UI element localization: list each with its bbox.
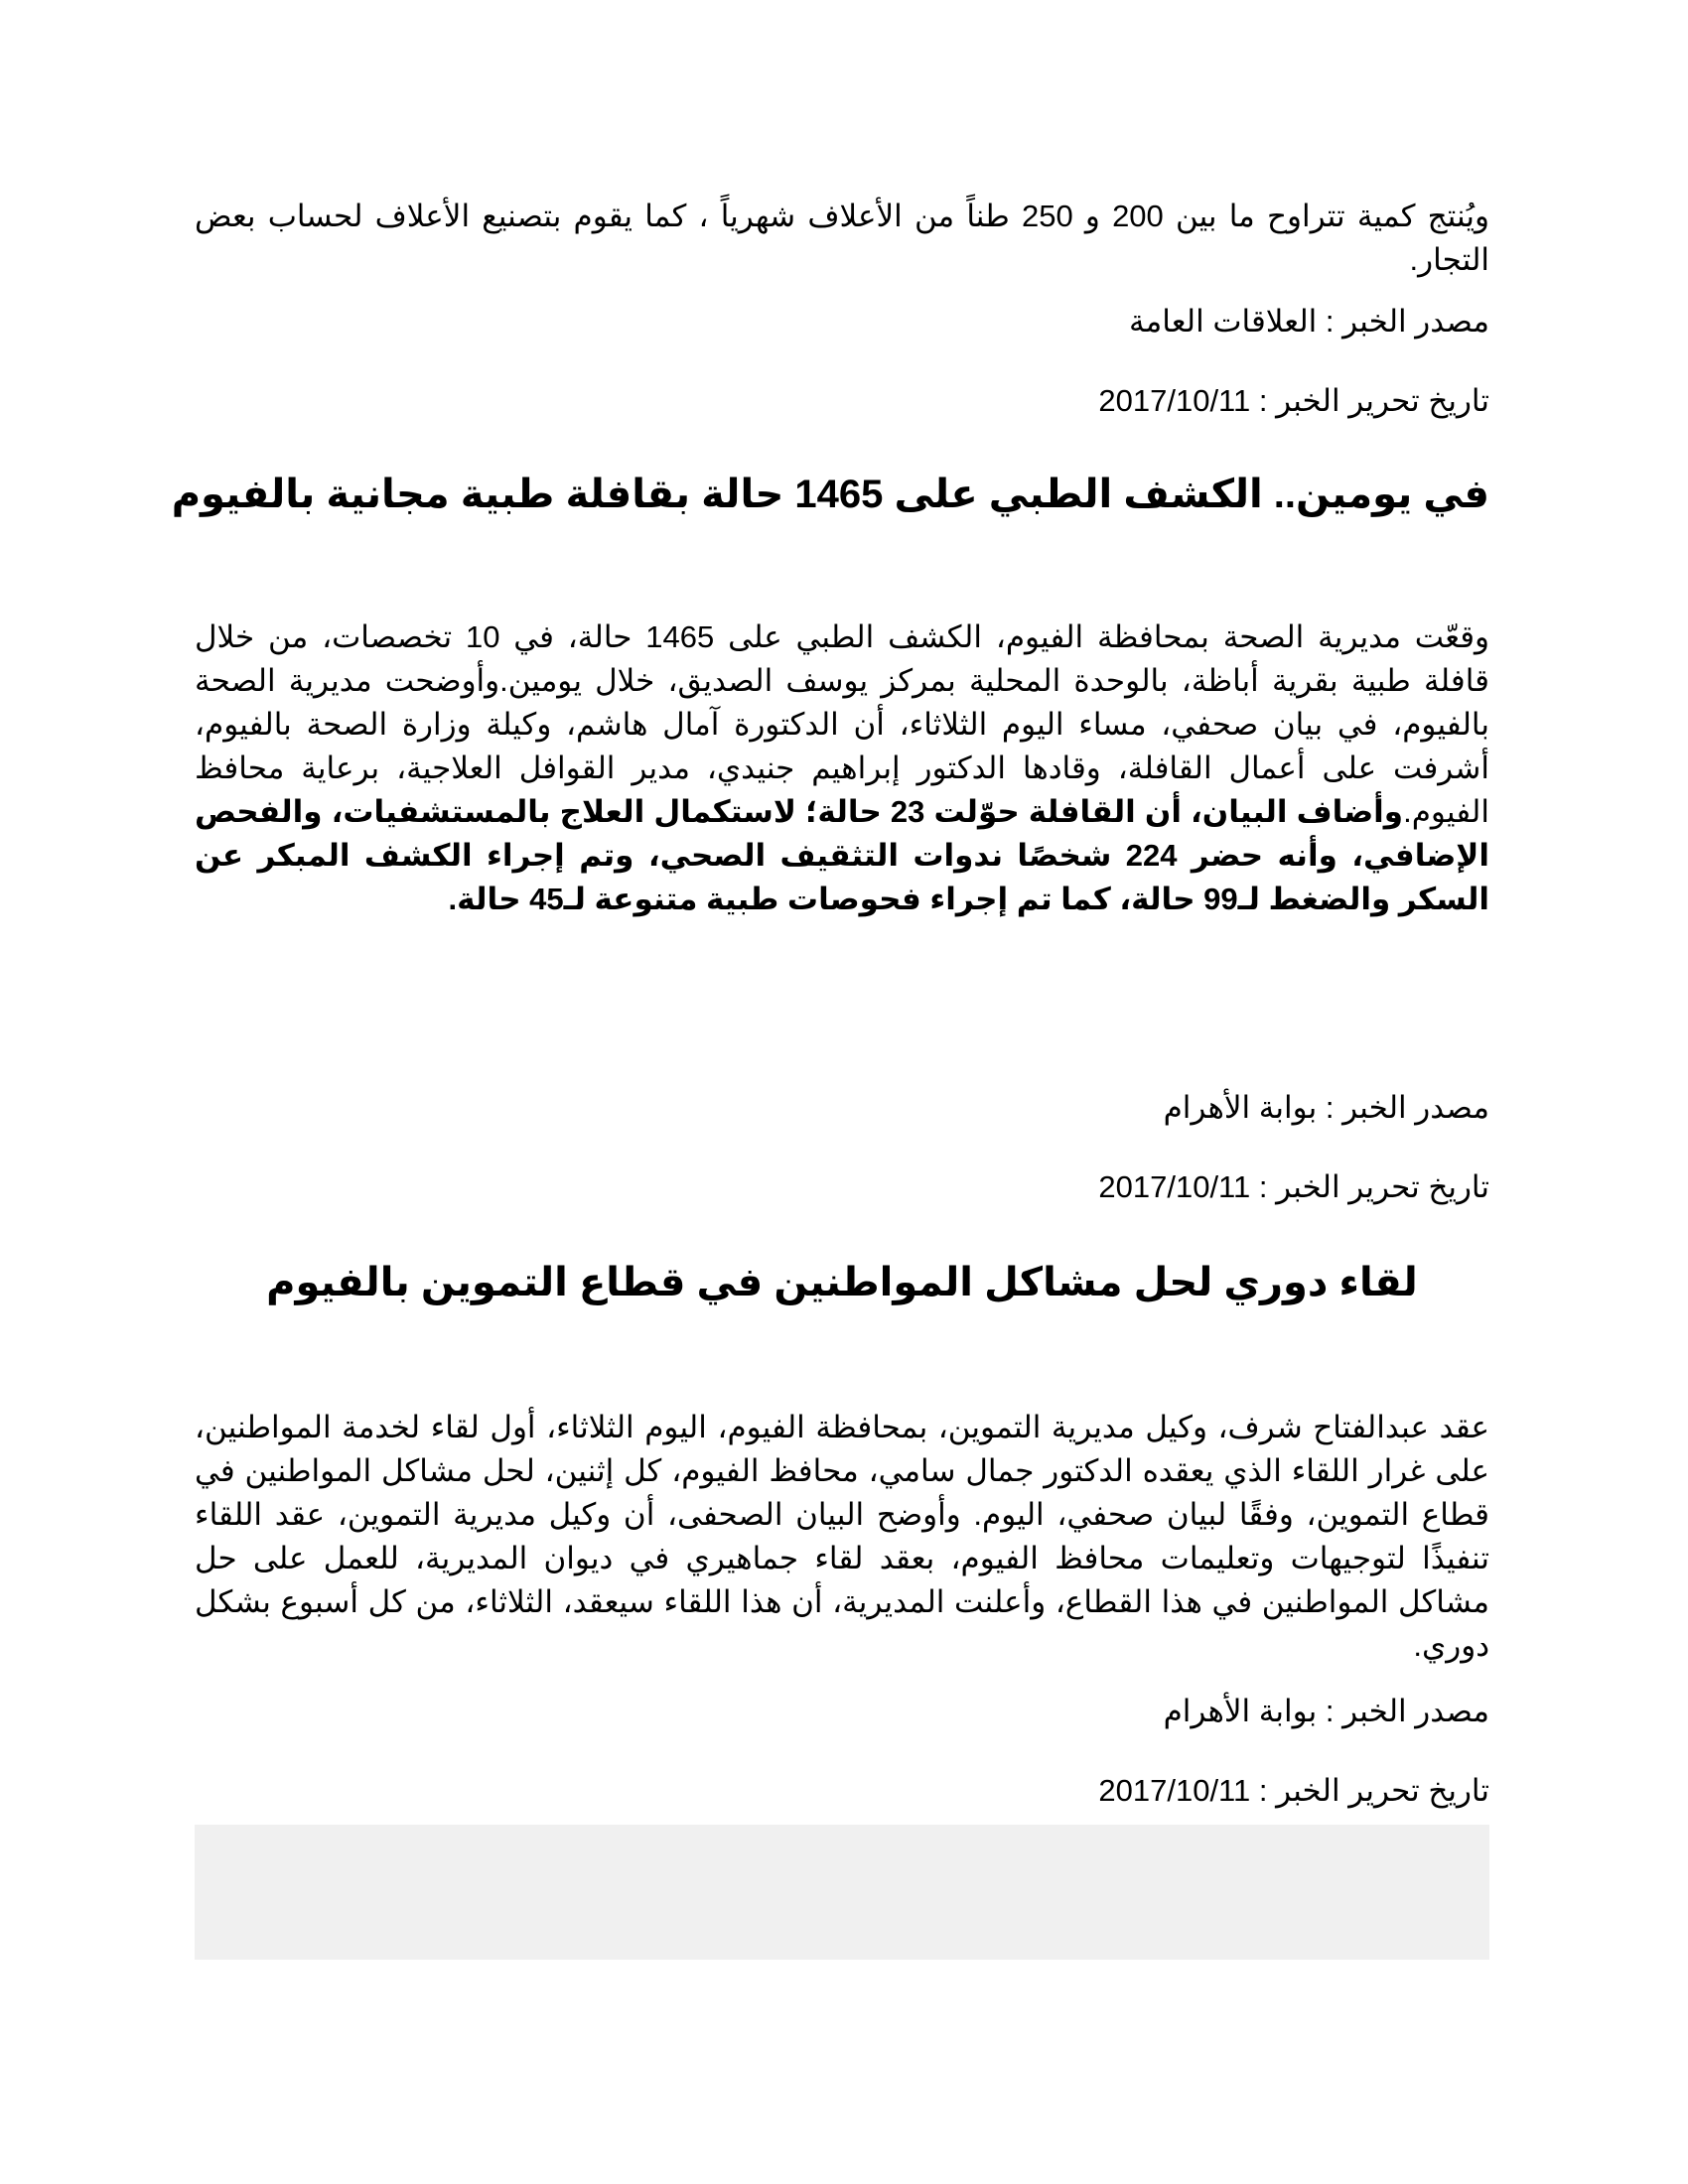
article1-date: تاريخ تحرير الخبر : 2017/10/11 bbox=[1098, 1169, 1489, 1204]
article2-body: عقد عبدالفتاح شرف، وكيل مديرية التموين، بمحافظة الفيوم، اليوم الثلاثاء، أول لقاء لخدمة المواطنين، على غرار اللقاء الذي يعقده الدكتور جمال سامي، محافظ الفيوم، كل إثنين، لحل مشاكل المواطنين في قطاع التموين، وفقًا لبيان صحفي، اليوم. وأوضح البيان الصحفى، أن وكيل مديرية التموين، عقد اللقاء تنفيذًا لتوجيهات وتعليمات محافظ الفيوم، بعقد لقاء جماهيري في ديوان المديرية، للعمل على حل مشاكل المواطنين في هذا القطاع، وأعلنت المديرية، أن هذا اللقاء سيعقد، الثلاثاء، من كل أسبوع بشكل دوري. bbox=[195, 1410, 1489, 1663]
article1-body-bold: وأضاف البيان، أن القافلة حوّلت 23 حالة؛ لاستكمال العلاج بالمستشفيات، والفحص الإضافي، وأنه حضر 224 شخصًا ندوات التثقيف الصحي، وتم إجراء الكشف المبكر عن السكر والضغط لـ99 حالة، كما تم إجراء فحوصات طبية متنوعة لـ45 حالة. bbox=[195, 794, 1489, 916]
document-page bbox=[171, 0, 1489, 2184]
intro-source: مصدر الخبر : العلاقات العامة bbox=[1129, 304, 1489, 339]
article2-date: تاريخ تحرير الخبر : 2017/10/11 bbox=[1098, 1773, 1489, 1808]
article1-source: مصدر الخبر : بوابة الأهرام bbox=[1163, 1090, 1489, 1125]
article1-body-regular: وقعّت مديرية الصحة بمحافظة الفيوم، الكشف الطبي على 1465 حالة، في 10 تخصصات، من خلال قافلة طبية بقرية أباظة، بالوحدة المحلية بمركز يوسف الصديق، خلال يومين.وأوضحت مديرية الصحة بالفيوم، في بيان صحفي، مساء اليوم الثلاثاء، أن الدكتورة آمال هاشم، وكيلة وزارة الصحة بالفيوم، أشرفت على أعمال القافلة، وقادها الدكتور إبراهيم جنيدي، مدير القوافل العلاجية، برعاية محافظ الفيوم. bbox=[195, 619, 1489, 829]
article1-body bbox=[195, 615, 1489, 921]
intro-paragraph: ويُنتج كمية تتراوح ما بين 200 و 250 طناً من الأعلاف شهرياً ، كما يقوم بتصنيع الأعلاف لحساب بعض التجار. bbox=[195, 199, 1489, 277]
intro-date: تاريخ تحرير الخبر : 2017/10/11 bbox=[1098, 383, 1489, 418]
blank-gray-box bbox=[195, 1825, 1489, 1960]
article1-headline: في يومين.. الكشف الطبي على 1465 حالة بقافلة طبية مجانية بالفيوم bbox=[171, 473, 1489, 516]
article2-headline: لقاء دوري لحل مشاكل المواطنين في قطاع التموين بالفيوم bbox=[266, 1261, 1418, 1304]
article2-source: مصدر الخبر : بوابة الأهرام bbox=[1163, 1694, 1489, 1728]
